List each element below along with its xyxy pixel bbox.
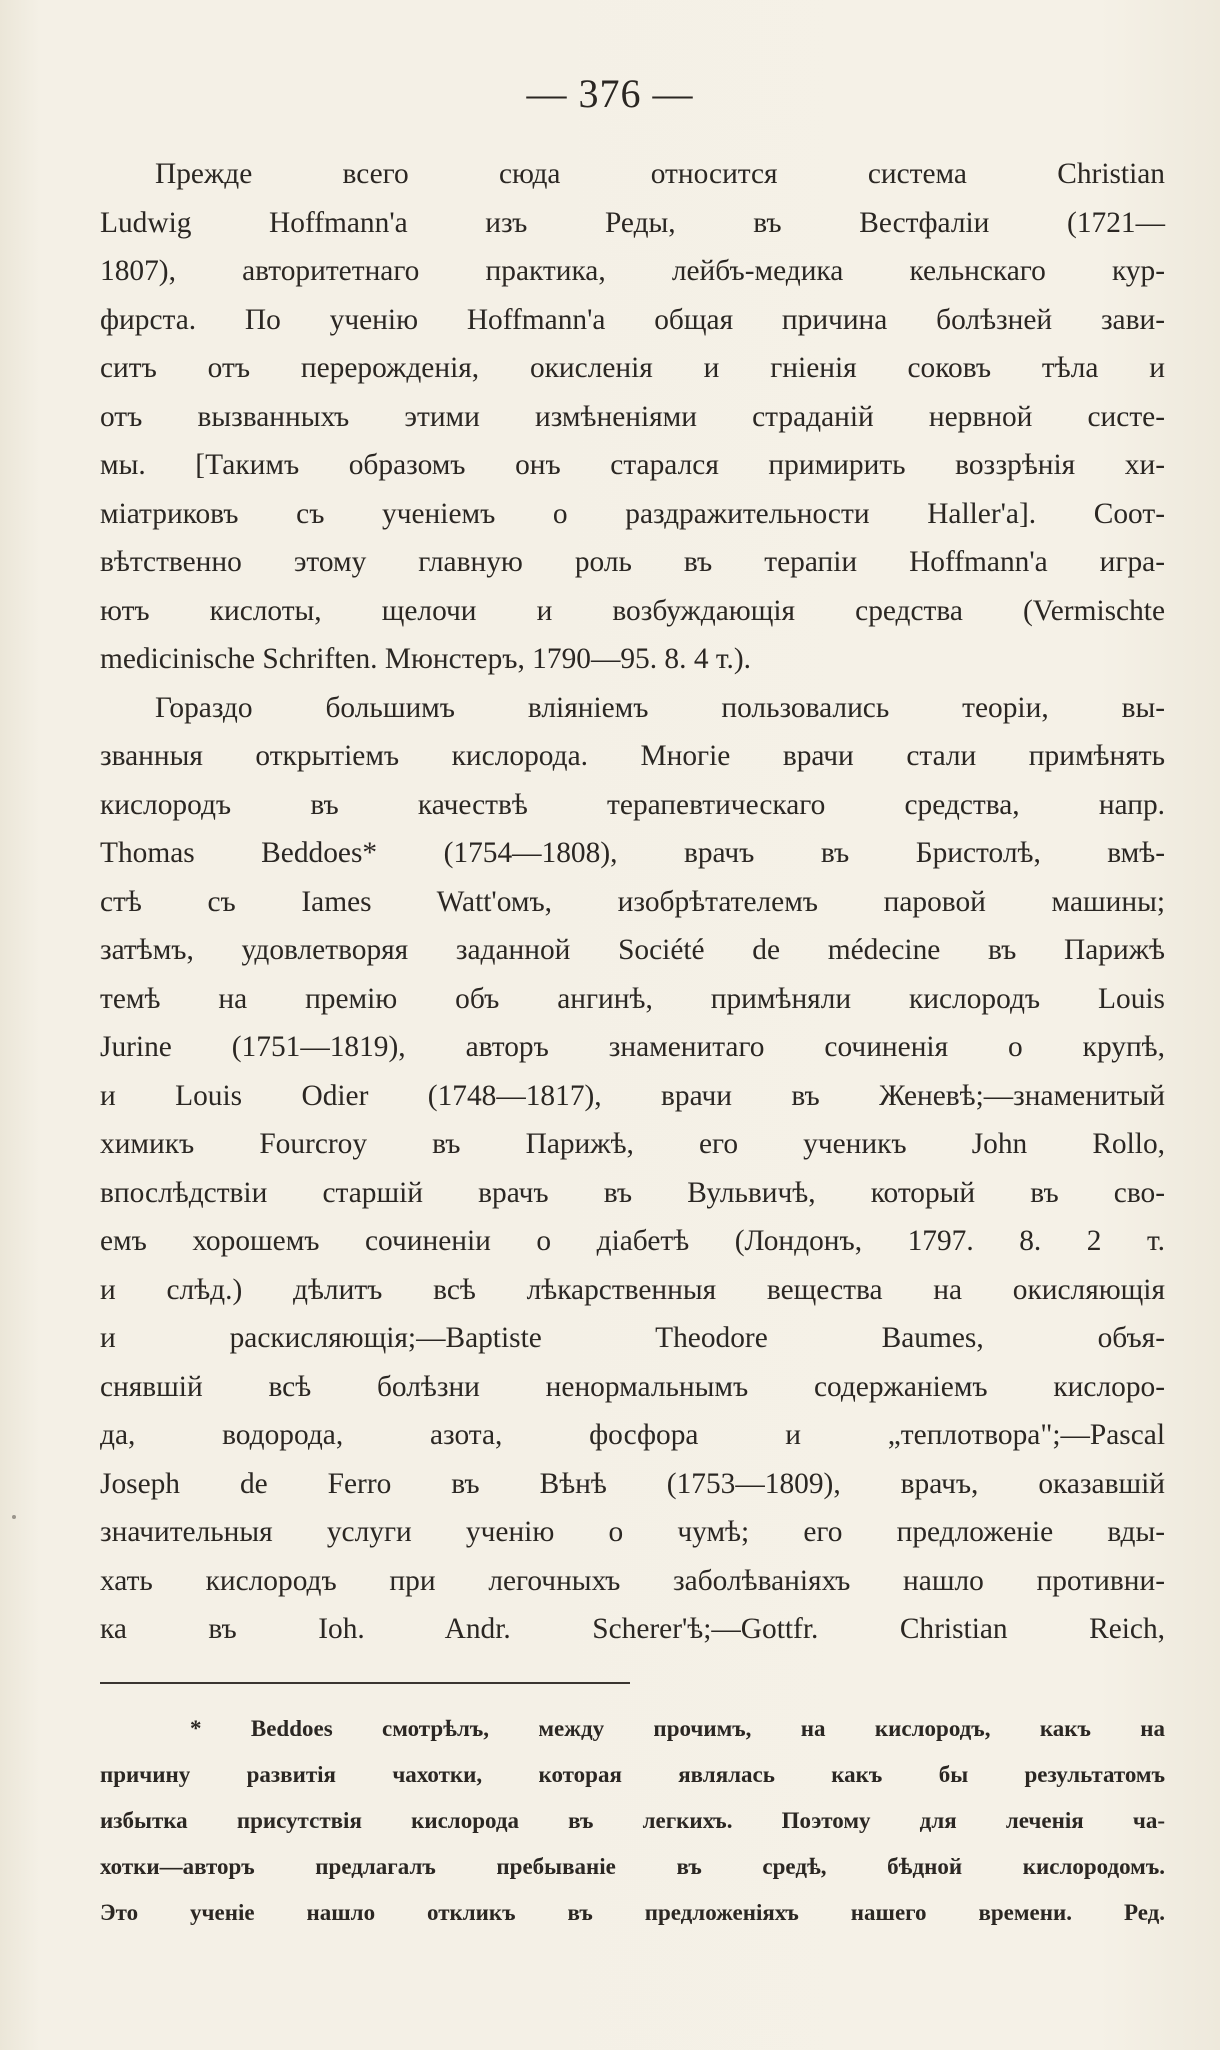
text-line: Гораздо большимъ вліяніемъ пользовались теоріи, вы- bbox=[155, 691, 1165, 724]
text-line: 1807), авторитетнаго практика, лейбъ-медика кельнскаго кур- bbox=[100, 255, 1165, 287]
text-line: Прежде всего сюда относится система Christian bbox=[155, 158, 1165, 190]
footnote-line: Это ученіе нашло откликъ въ предложеніяхъ нашего времени. Ред. bbox=[100, 1900, 1165, 1925]
text-line: міатриковъ съ ученіемъ о раздражительности Haller'a]. Соот- bbox=[100, 497, 1165, 530]
text-line: химикъ Fourcroy въ Парижѣ, его ученикъ John Rollo, bbox=[100, 1128, 1165, 1160]
text-line: снявшій всѣ болѣзни ненормальнымъ содержаніемъ кислоро- bbox=[100, 1370, 1165, 1403]
text-line: Ludwig Hoffmann'a изъ Реды, въ Вестфаліи (1721— bbox=[100, 206, 1165, 239]
text-line: medicinische Schriften. Мюнстеръ, 1790—95. 8. 4 т.). bbox=[100, 643, 751, 675]
page-number: — 376 — bbox=[526, 71, 694, 116]
text-line: Thomas Beddoes* (1754—1808), врачъ въ Бристолѣ, вмѣ- bbox=[100, 837, 1165, 869]
text-line: Joseph de Ferro въ Вѣнѣ (1753—1809), врачъ, оказавшій bbox=[100, 1467, 1165, 1500]
text-line: и Louis Odier (1748—1817), врачи въ Женевѣ;—знаменитый bbox=[100, 1079, 1165, 1112]
text-line: званныя открытіемъ кислорода. Многіе врачи стали примѣнять bbox=[100, 740, 1165, 772]
main-text bbox=[100, 150, 1165, 1654]
text-line: мы. [Такимъ образомъ онъ старался примирить воззрѣнія хи- bbox=[100, 449, 1165, 481]
text-line: Jurine (1751—1819), авторъ знаменитаго сочиненія о крупѣ, bbox=[100, 1031, 1165, 1063]
text-line: отъ вызванныхъ этими измѣненіями страданій нервной систе- bbox=[100, 400, 1165, 433]
footnote-divider bbox=[100, 1682, 630, 1684]
text-line: значительныя услуги ученію о чумѣ; его предложеніе вды- bbox=[100, 1516, 1165, 1548]
text-line: темѣ на премію объ ангинѣ, примѣняли кислородъ Louis bbox=[100, 982, 1165, 1015]
text-line: емъ хорошемъ сочиненіи о діабетѣ (Лондонъ, 1797. 8. 2 т. bbox=[100, 1225, 1165, 1257]
text-line: кислородъ въ качествѣ терапевтическаго средства, напр. bbox=[100, 788, 1165, 821]
text-line: ка въ Ioh. Andr. Scherer'ѣ;—Gottfr. Christian Reich, bbox=[100, 1613, 1165, 1645]
footnote-line: * Beddoes смотрѣлъ, между прочимъ, на кислородъ, какъ на bbox=[190, 1716, 1165, 1741]
text-line: и раскисляющія;—Baptiste Theodore Baumes, объя- bbox=[100, 1322, 1165, 1354]
text-line: затѣмъ, удовлетворяя заданной Société de médecine въ Парижѣ bbox=[100, 934, 1165, 966]
text-line: и слѣд.) дѣлитъ всѣ лѣкарственныя вещества на окисляющія bbox=[100, 1273, 1165, 1306]
text-line: впослѣдствіи старшій врачъ въ Вульвичѣ, который въ сво- bbox=[100, 1176, 1165, 1209]
text-line: ситъ отъ перерожденія, окисленія и гніенія соковъ тѣла и bbox=[100, 352, 1165, 384]
footnote bbox=[100, 1706, 1165, 1936]
paper-speck bbox=[12, 1515, 16, 1519]
text-line: да, водорода, азота, фосфора и „теплотвора";—Pascal bbox=[100, 1419, 1165, 1451]
footnote-line: избытка присутствія кислорода въ легкихъ. Поэтому для леченія ча- bbox=[100, 1808, 1165, 1833]
footnote-line: причину развитія чахотки, которая являлась какъ бы результатомъ bbox=[100, 1762, 1165, 1787]
footnote-line: хотки—авторъ предлагалъ пребываніе въ средѣ, бѣдной кислородомъ. bbox=[100, 1854, 1165, 1879]
text-line: фирста. По ученію Hoffmann'a общая причина болѣзней зави- bbox=[100, 303, 1165, 336]
text-line: хать кислородъ при легочныхъ заболѣваніяхъ нашло противни- bbox=[100, 1564, 1165, 1597]
text-line: ютъ кислоты, щелочи и возбуждающія средства (Vermischte bbox=[100, 594, 1165, 627]
text-line: вѣтственно этому главную роль въ терапіи Hoffmann'a игра- bbox=[100, 546, 1165, 578]
text-line: стѣ съ Iames Watt'омъ, изобрѣтателемъ паровой машины; bbox=[100, 885, 1165, 918]
